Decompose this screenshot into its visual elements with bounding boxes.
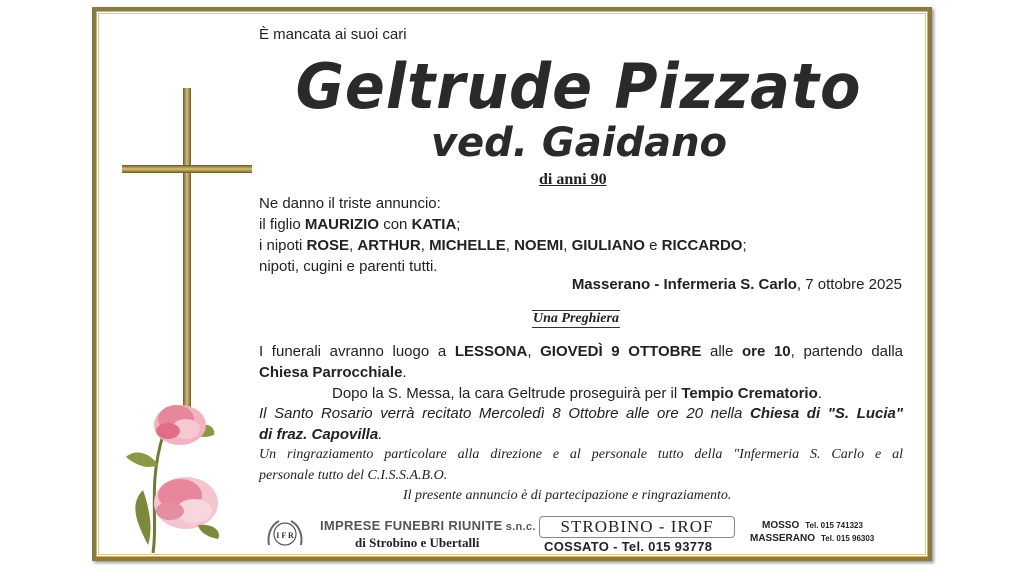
funeral-church: Chiesa Parrocchiale bbox=[259, 364, 403, 381]
son-line bbox=[259, 216, 460, 233]
intro-text: È mancata ai suoi cari bbox=[259, 26, 407, 43]
rosary-line-2 bbox=[259, 426, 382, 443]
nephew-name: ROSE bbox=[306, 237, 350, 254]
funeral-line-1 bbox=[259, 343, 903, 360]
cossato-phone: COSSATO - Tel. 015 93778 bbox=[544, 539, 713, 554]
rosary-line-1 bbox=[259, 405, 903, 422]
masserano-phone: Tel. 015 96303 bbox=[821, 534, 875, 543]
mosso-contact bbox=[762, 520, 863, 531]
company-suffix: s.n.c. bbox=[502, 521, 536, 533]
separator: , bbox=[563, 237, 572, 254]
son-wife-name: KATIA bbox=[411, 216, 457, 233]
funeral-text: alle bbox=[701, 343, 742, 360]
age-text: di anni 90 bbox=[539, 171, 607, 188]
crematorium-name: Tempio Crematorio bbox=[681, 385, 818, 402]
thanks-line-1: Un ringraziamento particolare alla direzione e al personale tutto della "Infermeria S. Carlo e al bbox=[259, 447, 903, 462]
funeral-text: I funerali avranno luogo a bbox=[259, 343, 455, 360]
son-prefix: il figlio bbox=[259, 216, 305, 233]
funeral-line-2 bbox=[259, 364, 407, 381]
son-name: MAURIZIO bbox=[304, 216, 380, 233]
masserano-contact bbox=[750, 533, 874, 544]
nephew-name: MICHELLE bbox=[429, 237, 506, 254]
prayer-link[interactable]: Una Preghiera bbox=[533, 311, 619, 326]
participation-line: Il presente annuncio è di partecipazione e ringraziamento. bbox=[403, 488, 732, 503]
nephews-line bbox=[259, 237, 747, 254]
separator: e bbox=[644, 237, 662, 254]
masserano-label: MASSERANO bbox=[750, 533, 816, 544]
company-owners: di Strobino e Ubertalli bbox=[355, 535, 480, 550]
funeral-line-3 bbox=[332, 385, 822, 402]
widow-name: ved. Gaidano bbox=[430, 120, 728, 166]
thanks-line-2: personale tutto del C.I.S.S.A.B.O. bbox=[259, 468, 448, 483]
funeral-text: Dopo la S. Messa, la cara Geltrude proseguirà per il bbox=[332, 385, 682, 402]
rosary-church: Chiesa di "S. Lucia" bbox=[749, 405, 903, 422]
mosso-label: MOSSO bbox=[762, 520, 800, 531]
rosary-text: Il Santo Rosario verrà recitato Mercoledì 8 Ottobre alle ore 20 nella bbox=[259, 405, 750, 422]
funeral-text: , partendo dalla bbox=[790, 343, 904, 360]
relatives-line: nipoti, cugini e parenti tutti. bbox=[259, 258, 438, 275]
logo-letters: I F R bbox=[276, 531, 294, 540]
carnation-flowers-image bbox=[118, 395, 228, 553]
son-end: ; bbox=[456, 216, 461, 233]
brand-box: STROBINO - IROF bbox=[539, 516, 735, 538]
separator: ; bbox=[742, 237, 747, 254]
son-mid: con bbox=[379, 216, 412, 233]
funeral-text: . bbox=[817, 385, 822, 402]
funeral-text: , bbox=[527, 343, 541, 360]
nephew-name: GIULIANO bbox=[571, 237, 645, 254]
deceased-name: Geltrude Pizzato bbox=[295, 50, 862, 123]
place-name: Masserano - Infermeria S. Carlo bbox=[571, 276, 797, 293]
separator: , bbox=[505, 237, 515, 254]
rosary-text: . bbox=[378, 426, 383, 443]
company-label: IMPRESE FUNEBRI RIUNITE bbox=[320, 518, 503, 533]
announce-line: Ne danno il triste annuncio: bbox=[259, 195, 441, 212]
funeral-company-logo-icon bbox=[265, 517, 305, 549]
place-date-line bbox=[572, 276, 902, 293]
mosso-phone: Tel. 015 741323 bbox=[805, 521, 863, 530]
rosary-place: di fraz. Capovilla bbox=[259, 426, 379, 443]
separator: , bbox=[420, 237, 430, 254]
company-name bbox=[320, 518, 536, 533]
nephew-name: ARTHUR bbox=[357, 237, 421, 254]
nephew-name: RICCARDO bbox=[661, 237, 743, 254]
date-text: , 7 ottobre 2025 bbox=[796, 276, 902, 293]
nephews-prefix: i nipoti bbox=[259, 237, 307, 254]
funeral-text: . bbox=[402, 364, 407, 381]
funeral-city: LESSONA bbox=[454, 343, 528, 360]
nephew-name: NOEMI bbox=[514, 237, 564, 254]
funeral-hour: ore 10 bbox=[741, 343, 791, 360]
separator: , bbox=[349, 237, 358, 254]
funeral-day: GIOVEDÌ 9 OTTOBRE bbox=[540, 343, 702, 360]
